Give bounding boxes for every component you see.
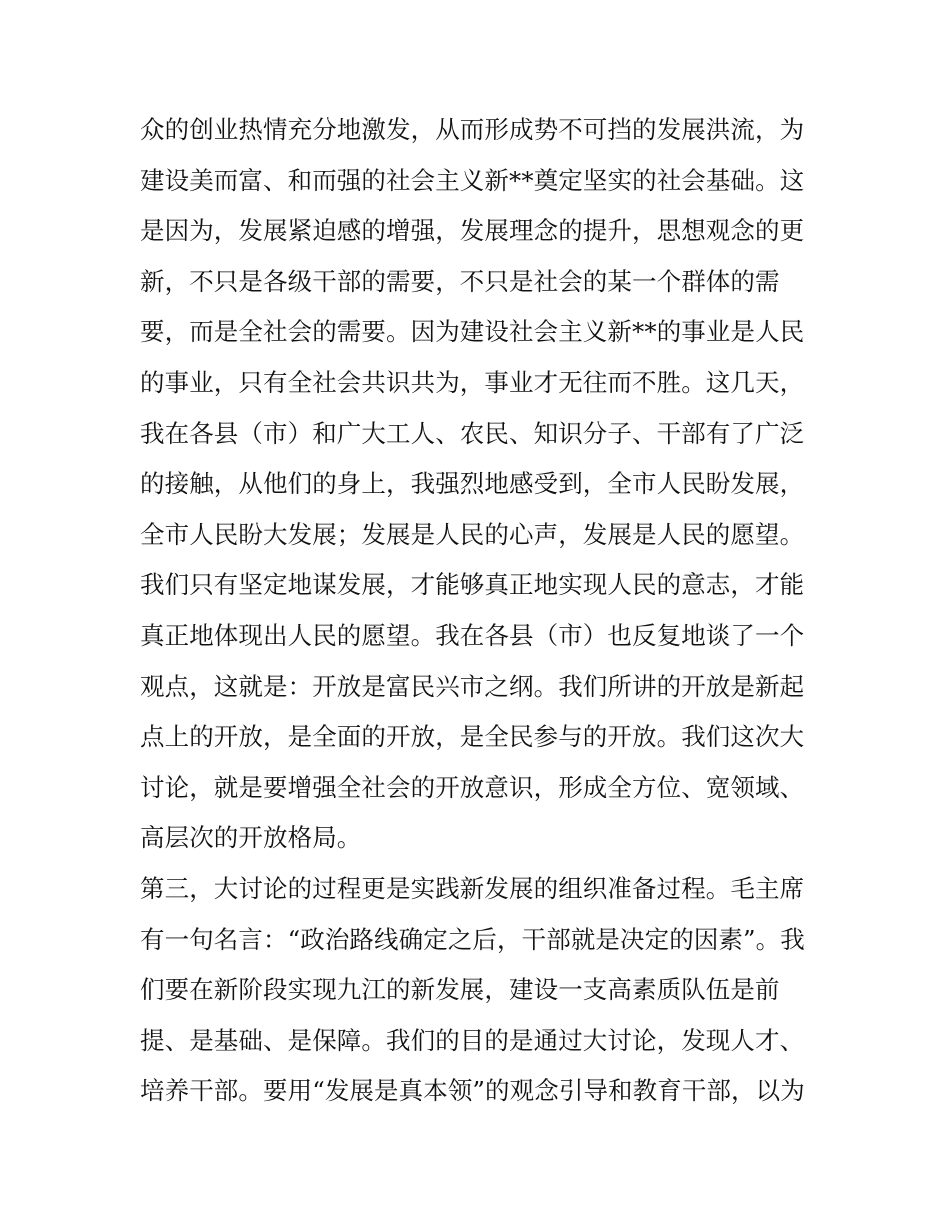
text-line: 培养干部。要用“发展是真本领”的观念引导和教育干部，以为 <box>140 1076 805 1106</box>
body-text <box>140 105 820 1117</box>
text-line: 点上的开放，是全面的开放，是全民参与的开放。我们这次大 <box>140 722 805 752</box>
text-line: 是因为，发展紧迫感的增强，发展理念的提升，思想观念的更 <box>140 216 805 246</box>
text-line: 有一句名言：“政治路线确定之后，干部就是决定的因素”。我 <box>140 924 805 954</box>
text-line: 的接触，从他们的身上，我强烈地感受到，全市人民盼发展， <box>140 469 805 499</box>
text-line: 提、是基础、是保障。我们的目的是通过大讨论，发现人才、 <box>140 1025 805 1055</box>
text-line: 们要在新阶段实现九江的新发展，建设一支高素质队伍是前 <box>140 975 780 1005</box>
text-line: 我们只有坚定地谋发展，才能够真正地实现人民的意志，才能 <box>140 570 805 600</box>
text-line: 真正地体现出人民的愿望。我在各县（市）也反复地谈了一个 <box>140 620 805 650</box>
text-line: 建设美而富、和而强的社会主义新**奠定坚实的社会基础。这 <box>140 165 805 195</box>
text-line: 高层次的开放格局。 <box>140 823 362 853</box>
text-line: 众的创业热情充分地激发，从而形成势不可挡的发展洪流，为 <box>140 115 805 144</box>
text-line: 观点，这就是：开放是富民兴市之纲。我们所讲的开放是新起 <box>140 671 805 701</box>
text-line: 讨论，就是要增强全社会的开放意识，形成全方位、宽领域、 <box>140 772 805 802</box>
text-line: 新，不只是各级干部的需要，不只是社会的某一个群体的需 <box>140 266 780 296</box>
text-line: 第三，大讨论的过程更是实践新发展的组织准备过程。毛主席 <box>140 873 805 903</box>
text-line: 全市人民盼大发展；发展是人民的心声，发展是人民的愿望。 <box>140 519 805 549</box>
text-line: 我在各县（市）和广大工人、农民、知识分子、干部有了广泛 <box>140 418 805 448</box>
text-line: 的事业，只有全社会共识共为，事业才无往而不胜。这几天， <box>140 367 805 397</box>
text-line: 要，而是全社会的需要。因为建设社会主义新**的事业是人民 <box>140 317 805 347</box>
